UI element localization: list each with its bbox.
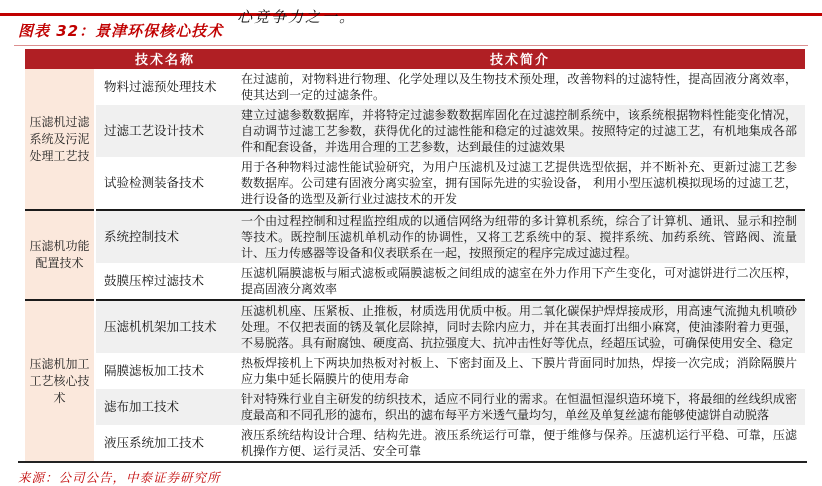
group-label-filtration-system: 压滤机过滤系统及污泥处理工艺技 (25, 69, 95, 210)
table-row (25, 105, 805, 157)
tech-desc-cell: 在过滤前，对物料进行物理、化学处理以及生物技术预处理，改善物料的过滤特性，提高固液分离效率，使其达到一定的过滤条件。 (241, 72, 797, 102)
tech-desc-cell: 热板焊接机上下两块加热板对衬板上、下密封面及上、下膜片背面同时加热，焊接一次完成；消除隔膜片应力集中延长隔膜片的使用寿命 (241, 356, 797, 386)
tech-name-cell: 系统控制技术 (95, 210, 235, 263)
table-row (25, 300, 805, 353)
tech-desc-cell: 用于各种物料过滤性能试验研究，为用户压滤机及过滤工艺提供选型依据，并不断补充、更新过滤工艺参数数据库。公司建有固液分离实验室，拥有国际先进的实验设备， 利用小型压滤机模拟现场的过滤工艺，进行设备的选型及新行业过滤技术的开发 (241, 160, 797, 206)
table-row (25, 69, 805, 105)
tech-desc-cell: 一个由过程控制和过程监控组成的以通信网络为纽带的多计算机系统，综合了计算机、通讯、显示和控制等技术。既控制压滤机单机动作的协调性，又将工艺系统中的泵、搅拌系统、加药系统、管路阀、流量计、压力传感器等设备和仪表联系在一起，按照预定的程序完成过滤过程。 (235, 210, 805, 263)
previous-paragraph-fragment: 心竞争力之一。 (237, 8, 357, 26)
tech-name-cell: 试验检测装备技术 (104, 175, 205, 190)
group-label-processing-core: 压滤机加工工艺核心技术 (25, 300, 95, 461)
figure-title: 图表 32：景津环保核心技术 (18, 22, 224, 40)
header-tech-name: 技术名称 (95, 49, 235, 69)
table-row (25, 210, 805, 263)
tech-name-cell: 鼓膜压榨过滤技术 (104, 273, 205, 288)
tech-name-cell: 隔膜滤板加工技术 (104, 363, 205, 378)
table-bottom-rule (18, 461, 807, 463)
table-row (25, 157, 805, 210)
tech-name-cell: 过滤工艺设计技术 (95, 105, 235, 157)
table-header-row (25, 49, 805, 69)
group-label-function-config: 压滤机功能配置技术 (25, 210, 95, 300)
tech-name-cell: 压滤机机架加工技术 (95, 300, 235, 353)
top-red-rule (0, 13, 822, 16)
tech-desc-cell: 液压系统结构设计合理、结构先进。液压系统运行可靠，便于维修与保养。压滤机运行平稳、可靠，压滤机操作方便、运行灵活、安全可靠 (241, 428, 797, 458)
tech-name-cell: 物料过滤预处理技术 (104, 79, 217, 94)
table-row (25, 389, 805, 425)
tech-name-cell: 液压系统加工技术 (104, 435, 205, 450)
table-row (25, 263, 805, 300)
table-row (25, 353, 805, 389)
tech-name-cell: 滤布加工技术 (95, 389, 235, 425)
core-tech-table-wrap (25, 49, 805, 461)
source-note: 来源：公司公告，中泰证券研究所 (18, 470, 221, 485)
core-tech-table (25, 49, 805, 461)
tech-desc-cell: 压滤机隔膜滤板与厢式滤板或隔膜滤板之间组成的滤室在外力作用下产生变化，可对滤饼进行二次压榨，提高固液分离效率 (241, 266, 797, 296)
header-tech-desc: 技术简介 (235, 49, 805, 69)
tech-desc-cell: 压滤机机座、压紧板、止推板，材质选用优质中板。用二氧化碳保护焊焊接成形，用高速气流抛丸机喷砂处理。不仅把表面的锈及氧化层除掉，同时去除内应力，并在其表面打出细小麻窝，使油漆附着力更强，不易脱落。具有耐腐蚀、硬度高、抗拉强度大、抗冲击性好等优点，经超压试验，可确保使用安全、稳定 (235, 300, 805, 353)
title-underline-rule (14, 45, 808, 46)
table-row (25, 425, 805, 461)
tech-desc-cell: 针对特殊行业自主研发的纺织技术，适应不同行业的需求。在恒温恒湿织造环境下，将最细的丝线织成密度最高和不同孔形的滤布，织出的滤布每平方米透气量均匀，单丝及单复丝滤布能够使滤饼自动脱落 (235, 389, 805, 425)
tech-desc-cell: 建立过滤参数数据库，并将特定过滤参数数据库固化在过滤控制系统中，该系统根据物料性能变化情况，自动调节过滤工艺参数，获得优化的过滤性能和稳定的过滤效果。按照特定的过滤工艺，有机地集成各部件和配套设备，并选用合理的工艺参数，达到最佳的过滤效果 (235, 105, 805, 157)
header-corner-cell (25, 49, 95, 69)
